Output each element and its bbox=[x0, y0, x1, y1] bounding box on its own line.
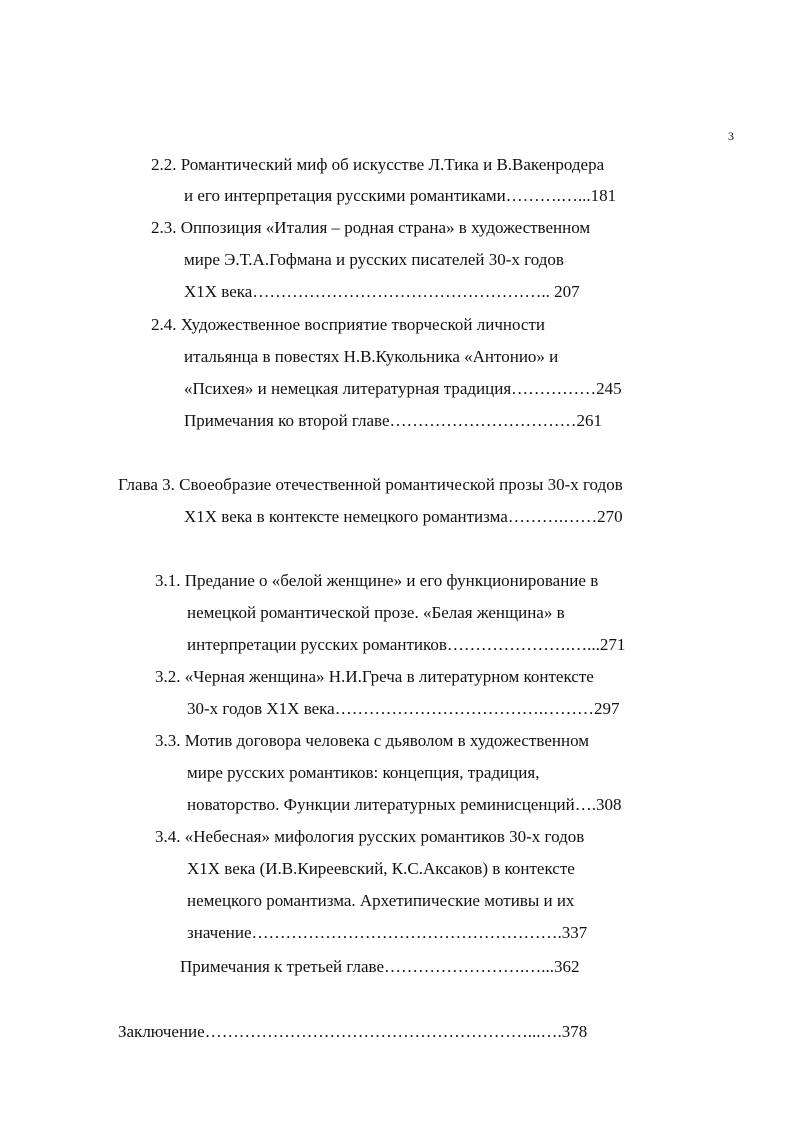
toc-3-4-line4: значение……………………………………………….337 bbox=[187, 923, 588, 942]
toc-chapter-3-line2: Х1Х века в контексте немецкого романтизма……….……270 bbox=[184, 507, 623, 526]
toc-notes-chapter-2: Примечания ко второй главе……………………………261 bbox=[184, 411, 603, 430]
toc-notes-chapter-3: Примечания к третьей главе…………………….…...362 bbox=[180, 957, 580, 976]
page-number: 3 bbox=[728, 129, 734, 143]
toc-3-3-line3: новаторство. Функции литературных реминисценций….308 bbox=[187, 795, 622, 814]
toc-2-3-line1: 2.3. Оппозиция «Италия – родная страна» в художественном bbox=[151, 218, 591, 237]
toc-3-3-line1: 3.3. Мотив договора человека с дьяволом в художественном bbox=[155, 731, 589, 750]
toc-2-3-line2: мире Э.Т.А.Гофмана и русских писателей 30-х годов bbox=[184, 250, 564, 269]
toc-2-4-line3: «Психея» и немецкая литературная традиция……………245 bbox=[184, 379, 622, 398]
toc-conclusion: Заключение…………………………………………………...….378 bbox=[118, 1022, 588, 1041]
toc-3-2-line1: 3.2. «Черная женщина» Н.И.Греча в литературном контексте bbox=[155, 667, 594, 686]
toc-2-3-line3: Х1Х века…………………………………………….. 207 bbox=[184, 282, 580, 301]
toc-2-2-line1: 2.2. Романтический миф об искусстве Л.Тика и В.Вакенродера bbox=[151, 155, 605, 174]
toc-2-4-line2: итальянца в повестях Н.В.Кукольника «Антонио» и bbox=[184, 347, 559, 366]
toc-chapter-3-line1: Глава 3. Своеобразие отечественной романтической прозы 30-х годов bbox=[118, 475, 623, 494]
toc-2-2-line2: и его интерпретация русскими романтиками……….…...181 bbox=[184, 186, 617, 205]
toc-3-4-line3: немецкого романтизма. Архетипические мотивы и их bbox=[187, 891, 575, 910]
toc-2-4-line1: 2.4. Художественное восприятие творческой личности bbox=[151, 315, 545, 334]
toc-3-2-line2: 30-х годов Х1Х века……………………………….………297 bbox=[187, 699, 620, 718]
toc-3-4-line1: 3.4. «Небесная» мифология русских романтиков 30-х годов bbox=[155, 827, 585, 846]
toc-3-4-line2: Х1Х века (И.В.Киреевский, К.С.Аксаков) в контексте bbox=[187, 859, 575, 878]
toc-3-1-line3: интерпретации русских романтиков………………….…...271 bbox=[187, 635, 626, 654]
toc-3-1-line2: немецкой романтической прозе. «Белая женщина» в bbox=[187, 603, 565, 622]
toc-3-3-line2: мире русских романтиков: концепция, традиция, bbox=[187, 763, 540, 782]
toc-3-1-line1: 3.1. Предание о «белой женщине» и его функционирование в bbox=[155, 571, 599, 590]
